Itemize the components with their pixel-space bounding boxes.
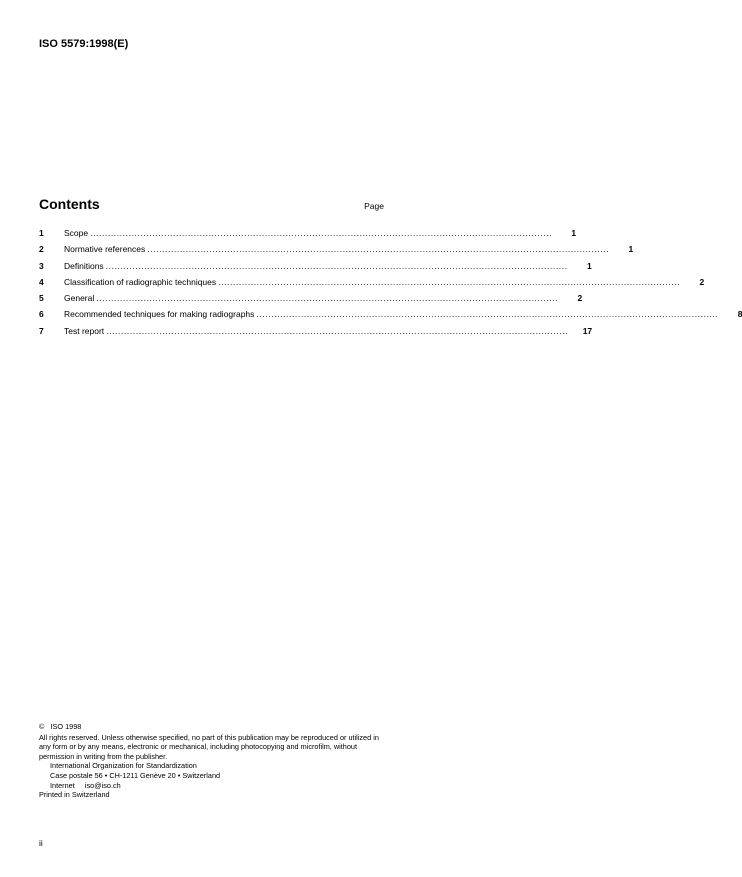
toc-page: 17 [582,325,593,336]
document-id: ISO 5579:1998(E) [39,38,129,50]
toc-entry-normative-references[interactable] [39,244,634,260]
toc-page: 2 [699,276,705,287]
contents-title: Contents [39,196,100,212]
toc-number: 2 [39,244,44,255]
toc-title: General [64,293,95,304]
toc-number: 1 [39,228,44,238]
page-number: ii [39,838,43,848]
contents-header [39,196,384,212]
toc-page: 8 [737,309,742,320]
internet-line [39,781,389,791]
toc-entry-classification[interactable] [39,276,705,293]
toc-entry-scope[interactable] [39,228,577,244]
toc-title: Scope [64,228,89,238]
organization-address: Case postale 56 • CH-1211 Genève 20 • Switzerland [50,770,221,780]
toc-leader: ............................................................................................................................................................ [147,244,610,255]
toc-entry-general[interactable] [39,293,583,309]
toc-number: 6 [39,309,44,320]
toc-title: Test report [64,325,105,336]
rights-statement: All rights reserved. Unless otherwise specified, no part of this publication may be reproduced or utilized in any form or by any means, electronic or mechanical, including photocopying and microfilm, without permission in writing from the publisher. [39,732,379,761]
toc-entry-definitions[interactable] [39,260,592,277]
toc-title: Normative references [64,244,146,255]
toc-page: 1 [586,260,592,271]
toc-number: 3 [39,260,44,271]
toc-leader: ............................................................................................................................................................ [96,293,559,304]
toc-number: 7 [39,325,44,336]
toc-number: 4 [39,276,44,287]
toc-title: Classification of radiographic techniques [64,276,217,287]
table-of-contents [39,228,742,342]
toc-page: 1 [628,244,634,255]
page-column-label: Page [364,201,384,211]
toc-leader: ............................................................................................................................................................ [256,309,719,320]
toc-page: 2 [577,293,583,304]
copyright-block [39,722,389,800]
printed-in: Printed in Switzerland [39,790,110,800]
internet-label: Internet [50,780,75,790]
toc-leader: ............................................................................................................................................................ [218,276,681,287]
toc-entry-test-report[interactable] [39,325,593,342]
toc-entry-recommended-techniques[interactable] [39,309,742,325]
toc-leader: ............................................................................................................................................................ [106,325,569,336]
toc-leader: ............................................................................................................................................................ [90,228,553,238]
toc-number: 5 [39,293,44,304]
copyright-owner: ISO 1998 [50,722,82,731]
email-link[interactable]: iso@iso.ch [84,780,121,790]
toc-page: 1 [571,228,577,238]
toc-title: Recommended techniques for making radiographs [64,309,255,320]
toc-title: Definitions [64,260,104,271]
organization-name: International Organization for Standardization [50,761,197,771]
toc-leader: ............................................................................................................................................................ [105,260,568,271]
copyright-icon: © [39,722,45,731]
copyright-line [39,722,389,732]
